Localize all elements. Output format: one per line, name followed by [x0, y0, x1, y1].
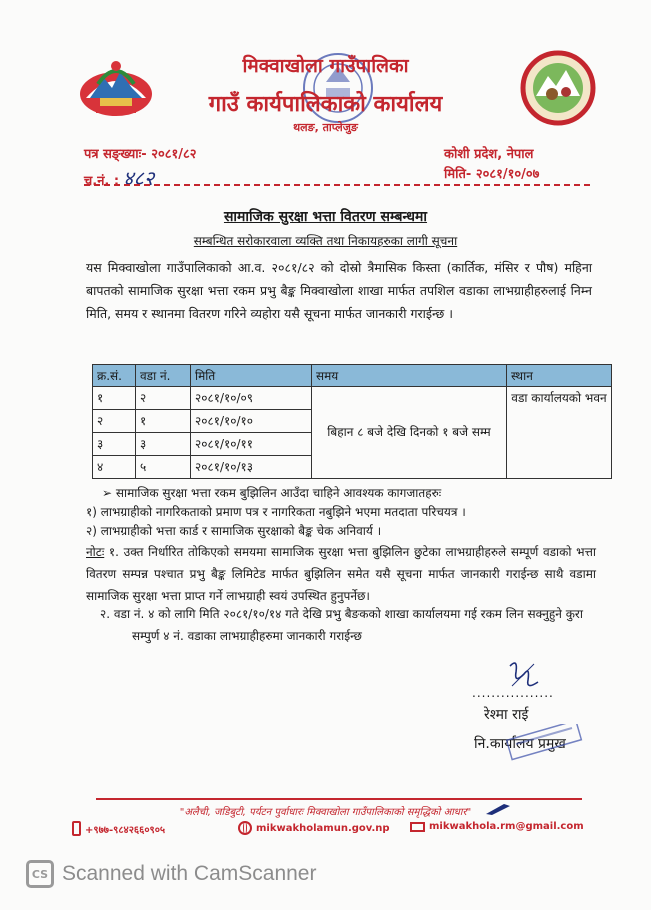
table-header-cell: स्थान [507, 365, 612, 387]
note-point-1 [86, 541, 596, 607]
signatory-name: रेश्मा राई [484, 707, 529, 723]
designation-stamp-icon [498, 724, 590, 762]
note-point-2 [100, 603, 596, 647]
letter-date: मिति- २०८१/१०/०७ [444, 167, 540, 182]
date-cell: २०८१/१०/११ [191, 433, 312, 456]
table-header-row [93, 365, 612, 387]
pen-icon [484, 802, 512, 816]
municipality-name: मिक्वाखोला गाउँपालिका [242, 55, 409, 77]
camscanner-watermark [26, 860, 316, 888]
phone-icon [72, 821, 81, 836]
dispatch-number-row [84, 164, 154, 191]
province: कोशी प्रदेश, नेपाल [444, 147, 534, 162]
dispatch-number: ४८२ [123, 166, 155, 190]
serial-cell: २ [93, 410, 136, 433]
serial-cell: ४ [93, 456, 136, 479]
footer-divider [96, 798, 582, 800]
note-label: नोटः [86, 545, 105, 559]
globe-icon [238, 821, 252, 835]
ward-cell: ५ [136, 456, 191, 479]
ward-cell: ३ [136, 433, 191, 456]
dispatch-label: च.नं. : [84, 174, 120, 189]
mail-icon [410, 822, 425, 832]
place-cell: वडा कार्यालयको भवन [507, 387, 612, 479]
time-cell: बिहान ८ बजे देखि दिनको १ बजे सम्म [312, 387, 507, 479]
body-paragraph: यस मिक्वाखोला गाउँपालिकाको आ.व. २०८१/८२ को दोस्रो त्रैमासिक किस्ता (कार्तिक, मंसिर र पौष) महिना बापतको सामाजिक सुरक्षा भत्ता रकम प्रभु बैङ्क मिक्वाखोला शाखा मार्फत तपशिल वडाका लाभग्राहीहरुलाई निम्न मिति, समय र स्थानमा वितरण गरिने व्यहोरा यसै सूचना मार्फत जानकारी गराईन्छ । [86, 260, 592, 321]
office-address: थलङ, ताप्लेजुङ [293, 121, 358, 134]
note-text: १. उक्त निर्धारित तोकिएको समयमा सामाजिक सुरक्षा भत्ता बुझिलिन छुटेका लाभग्राहीहरुले सम्पूर्ण वडाको भत्ता वितरण सम्पन्न पश्चात प्रभु बैङ्क लिमिटेड मार्फत बुझिलिन समेत यसै सूचना मार्फत जानकारी गराईन्छ साथै वडामा सामाजिक सुरक्षा भत्ता प्राप्त गर्ने लाभग्राही स्वयं उपस्थित हुनुपर्नेछ। [86, 545, 596, 603]
table-header-cell: मिति [191, 365, 312, 387]
phone-number: +९७७-९८४२६६०९०५ [85, 824, 166, 836]
note-number: २. [100, 607, 111, 621]
notice-title: सम्बन्धित सरोकारवाला व्यक्ति तथा निकायहरुका लागी सूचना [193, 234, 458, 248]
footer-slogan: "अलैची, जडिबुटी, पर्यटन पुर्वाधारः मिक्वाखोला गाउँपालिकाको समृद्धिको आधार" [179, 807, 472, 818]
date-cell: २०८१/१०/०९ [191, 387, 312, 410]
document-item: २) लाभग्राहीको भत्ता कार्ड र सामाजिक सुरक्षाको बैङ्क चेक अनिवार्य । [86, 524, 382, 538]
date-cell: २०८१/१०/१३ [191, 456, 312, 479]
signature-line: ................. [472, 686, 554, 700]
camscanner-logo-icon: CS [26, 860, 54, 888]
date-cell: २०८१/१०/१० [191, 410, 312, 433]
documents-heading: ➢ सामाजिक सुरक्षा भत्ता रकम बुझिलिन आउँदा चाहिने आवश्यक कागजातहरुः [102, 486, 442, 500]
letter-number: पत्र सङ्ख्याः- २०८१/८२ [84, 147, 197, 162]
email-link[interactable]: mikwakhola.rm@gmail.com [429, 821, 584, 832]
table-header-cell: समय [312, 365, 507, 387]
serial-cell: ३ [93, 433, 136, 456]
ward-cell: १ [136, 410, 191, 433]
watermark-text: Scanned with CamScanner [62, 862, 317, 885]
signatory-title: नि.कार्यालय प्रमुख [474, 736, 566, 752]
website-link[interactable]: mikwakholamun.gov.np [256, 822, 390, 834]
document-item: १) लाभग्राहीको नागरिकताको प्रमाण पत्र र नागरिकता नबुझिने भएमा मतदाता परिचयत्र । [86, 505, 466, 519]
note-text: वडा नं. ४ को लागि मिति २०८१/१०/१४ गते देखि प्रभु बैङकको शाखा कार्यालयमा गई रकम लिन सक्नुहुने कुरा सम्पुर्ण ४ नं. वडाका लाभग्राहीहरुमा जानकारी गराईन्छ [110, 607, 583, 643]
footer-website [238, 821, 390, 835]
distribution-schedule-table [92, 364, 612, 479]
ward-cell: २ [136, 387, 191, 410]
table-row [93, 387, 612, 410]
subject-line: सामाजिक सुरक्षा भत्ता वितरण सम्बन्धमा [223, 209, 428, 225]
table-header-cell: वडा नं. [136, 365, 191, 387]
office-title: गाउँ कार्यपालिकाको कार्यालय [208, 92, 443, 117]
table-header-cell: क्र.सं. [93, 365, 136, 387]
footer-email [410, 821, 584, 832]
footer-phone [72, 821, 165, 836]
header-divider [84, 184, 590, 186]
serial-cell: १ [93, 387, 136, 410]
